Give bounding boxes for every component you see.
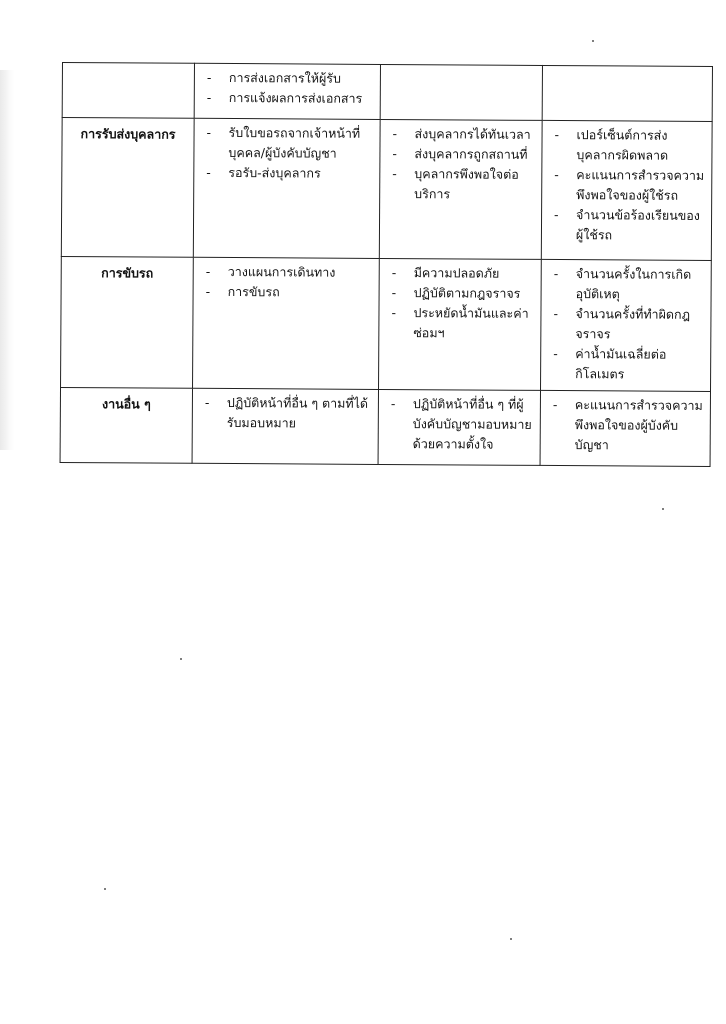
scan-speck — [510, 938, 512, 940]
list-item — [386, 283, 535, 304]
scan-speck — [180, 658, 182, 660]
dash-bullet: - — [553, 266, 559, 282]
list-item — [386, 164, 535, 205]
list-item-text: จำนวนครั้งในการเกิดอุบัติเหตุ — [575, 266, 692, 302]
bullet-list — [200, 123, 373, 184]
list-item — [548, 165, 705, 206]
dash-bullet: - — [391, 265, 397, 281]
scan-speck — [662, 508, 664, 510]
list-item — [547, 395, 704, 456]
bullet-list — [200, 262, 373, 303]
list-item — [547, 304, 704, 345]
list-item-text: รับใบขอรถจากเจ้าหน้าที่บุคคล/ผู้บังคับบัญชา — [228, 125, 361, 161]
category-label — [69, 67, 188, 70]
outcome-cell — [378, 389, 540, 465]
bullet-list — [386, 124, 535, 205]
list-item — [199, 393, 372, 434]
category-cell — [61, 118, 194, 258]
dash-bullet: - — [554, 127, 560, 143]
bullet-list — [201, 68, 374, 109]
dash-bullet: - — [206, 164, 211, 180]
dash-bullet: - — [392, 146, 398, 162]
indicator-cell — [542, 65, 712, 121]
list-item-text: เปอร์เซ็นต์การส่งบุคลากรผิดพลาด — [576, 127, 669, 163]
indicator-cell — [541, 120, 712, 260]
process-cell — [193, 118, 380, 258]
process-cell — [193, 257, 380, 389]
bullet-list — [547, 395, 704, 456]
list-item — [200, 262, 373, 283]
dash-bullet: - — [553, 306, 559, 322]
dash-bullet: - — [205, 263, 211, 279]
scan-speck — [592, 40, 594, 42]
dash-bullet: - — [392, 126, 398, 142]
list-item-text: จำนวนข้อร้องเรียนของผู้ใช้รถ — [575, 207, 700, 243]
dash-bullet: - — [552, 397, 558, 413]
dash-bullet: - — [553, 346, 558, 362]
dash-bullet: - — [206, 124, 212, 140]
list-item-text: ปฏิบัติตามกฎจราจร — [413, 285, 521, 301]
list-item-text: ค่าน้ำมันเฉลี่ยต่อกิโลเมตร — [575, 346, 667, 382]
list-item-text: ประหยัดน้ำมันและค่าซ่อมฯ — [413, 305, 529, 341]
dash-bullet: - — [391, 305, 397, 321]
category-label: การรับส่งบุคลากร — [80, 126, 176, 142]
list-item — [201, 68, 374, 89]
bullet-list — [385, 263, 534, 344]
performance-table — [60, 62, 713, 467]
outcome-cell — [379, 119, 542, 259]
list-item-text: จำนวนครั้งที่ทำผิดกฎจราจร — [575, 306, 691, 342]
category-cell — [60, 387, 192, 463]
list-item-text: การส่งเอกสารให้ผู้รับ — [228, 70, 342, 86]
dash-bullet: - — [205, 283, 211, 299]
table-row — [60, 387, 710, 466]
scan-edge-shadow — [0, 70, 14, 450]
indicator-cell — [540, 390, 710, 466]
list-item-text: คะแนนการสำรวจความพึงพอใจของผู้ใช้รถ — [576, 167, 705, 203]
list-item — [548, 125, 705, 166]
list-item — [548, 205, 705, 246]
outcome-cell — [379, 258, 542, 390]
process-cell — [194, 63, 380, 119]
list-item-text: ปฏิบัติหน้าที่อื่น ๆ ที่ผู้บังคับบัญชามอบหมายด้วยความตั้งใจ — [412, 396, 532, 452]
dash-bullet: - — [392, 166, 397, 182]
category-label: การขับรถ — [101, 265, 154, 281]
list-item — [200, 123, 373, 164]
list-item-text: ส่งบุคลากรถูกสถานที่ — [414, 146, 528, 162]
list-item-text: ส่งบุคลากรได้ทันเวลา — [414, 126, 531, 142]
list-item-text: รอรับ-ส่งบุคลากร — [228, 165, 321, 181]
bullet-list — [199, 393, 372, 434]
table-row — [61, 256, 712, 391]
list-item — [385, 303, 534, 344]
list-item — [386, 144, 535, 165]
bullet-list — [385, 394, 534, 455]
table-row — [61, 118, 712, 261]
outcome-cell — [380, 64, 542, 120]
list-item-text: การแจ้งผลการส่งเอกสาร — [228, 90, 363, 106]
list-item — [386, 263, 535, 284]
category-label: งานอื่น ๆ — [101, 396, 151, 412]
dash-bullet: - — [206, 69, 212, 85]
list-item-text: มีความปลอดภัย — [413, 265, 500, 281]
category-cell — [62, 63, 194, 119]
list-item-text: การขับรถ — [227, 284, 280, 300]
indicator-cell — [541, 259, 712, 391]
list-item — [547, 344, 704, 385]
list-item — [548, 264, 705, 305]
list-item-text: คะแนนการสำรวจความพึงพอใจของผู้บังคับบัญชา — [574, 397, 703, 453]
dash-bullet: - — [206, 89, 212, 105]
table-row — [62, 63, 712, 122]
dash-bullet: - — [554, 207, 559, 223]
bullet-list — [548, 125, 706, 246]
dash-bullet: - — [391, 285, 397, 301]
list-item-text: ปฏิบัติหน้าที่อื่น ๆ ตามที่ได้รับมอบหมาย — [226, 395, 369, 431]
bullet-list — [547, 264, 705, 385]
process-cell — [192, 388, 378, 464]
dash-bullet: - — [390, 396, 396, 412]
list-item-text: บุคลากรพึงพอใจต่อบริการ — [414, 166, 519, 202]
list-item-text: วางแผนการเดินทาง — [227, 264, 336, 280]
scan-speck — [104, 888, 106, 890]
list-item — [200, 163, 373, 184]
dash-bullet: - — [554, 167, 559, 183]
list-item — [201, 88, 374, 109]
list-item — [200, 282, 373, 303]
list-item — [387, 124, 536, 145]
category-cell — [61, 256, 194, 388]
dash-bullet: - — [204, 394, 210, 410]
list-item — [385, 394, 534, 455]
